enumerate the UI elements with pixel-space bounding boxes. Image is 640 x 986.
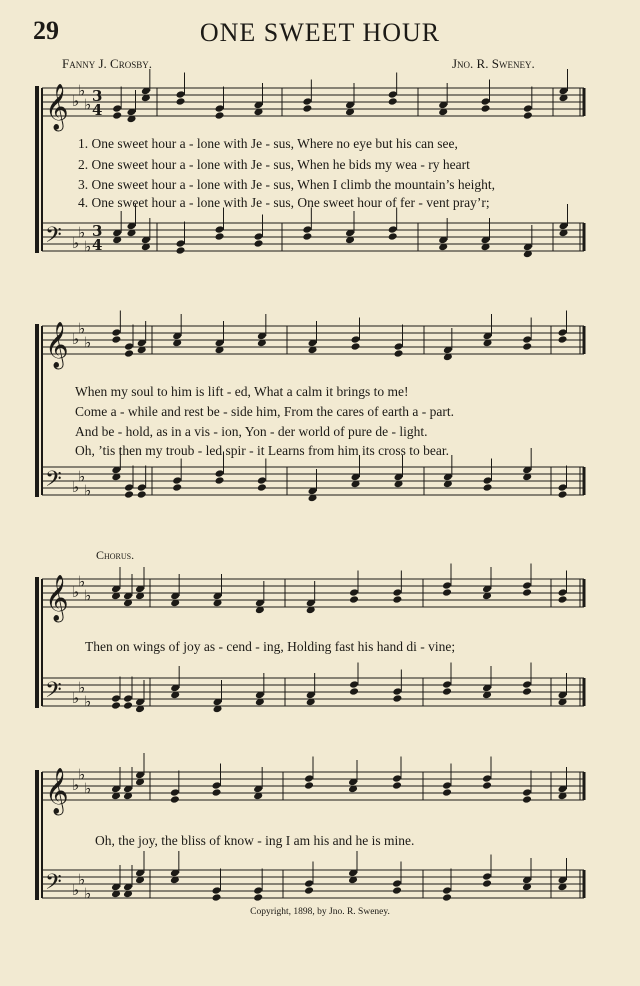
note-head: [394, 349, 404, 358]
system-bracket: [35, 86, 39, 253]
note-head: [482, 774, 492, 783]
note-head: [302, 232, 312, 241]
note-head: [257, 483, 267, 492]
chorus-label: Chorus.: [96, 548, 135, 562]
flat-icon: ♭: [84, 586, 92, 605]
note-head: [215, 476, 225, 485]
note-head: [123, 694, 133, 703]
flat-icon: ♭: [72, 689, 80, 707]
note-head: [111, 701, 121, 710]
note-head: [442, 781, 452, 790]
flat-icon: ♭: [78, 81, 86, 100]
note-head: [482, 781, 492, 790]
note-head: [388, 232, 398, 241]
flat-icon: ♭: [78, 223, 86, 242]
treble-clef-icon: 𝄞: [45, 575, 69, 621]
note-head: [304, 879, 314, 888]
note-head: [442, 680, 452, 689]
note-head: [349, 595, 359, 604]
note-head: [349, 680, 359, 689]
note-head: [481, 104, 491, 113]
flat-icon: ♭: [72, 776, 80, 794]
verse-line-4: 4. One sweet hour a - lone with Je - sus, One sweet hour of fer - vent pray’r;: [78, 195, 490, 210]
flat-icon: ♭: [78, 870, 86, 889]
flat-icon: ♭: [78, 319, 86, 338]
note-head: [482, 872, 492, 881]
note-head: [212, 788, 222, 797]
note-head: [522, 687, 532, 696]
note-head: [172, 483, 182, 492]
note-head: [392, 781, 402, 790]
note-head: [124, 349, 134, 358]
lyricist-credit: Fanny J. Crosby.: [62, 56, 152, 71]
note-head: [215, 232, 225, 241]
flat-icon: ♭: [78, 467, 86, 486]
flat-icon: ♭: [72, 234, 80, 252]
note-head: [442, 788, 452, 797]
note-head: [124, 483, 134, 492]
note-head: [522, 581, 532, 590]
copyright-notice: Copyright, 1898, by Jno. R. Sweney.: [250, 907, 390, 917]
note-head: [392, 879, 402, 888]
treble-time-signature: 4: [92, 101, 103, 119]
note-head: [254, 239, 264, 248]
note-head: [442, 687, 452, 696]
flat-icon: ♭: [72, 478, 80, 496]
flat-icon: ♭: [72, 881, 80, 899]
note-head: [522, 588, 532, 597]
flat-icon: ♭: [78, 765, 86, 784]
system-bracket: [35, 577, 39, 708]
note-head: [522, 795, 532, 804]
note-head: [137, 490, 147, 499]
note-head: [392, 774, 402, 783]
verse-line-1: 1. One sweet hour a - lone with Je - sus, Where no eye but his can see,: [78, 136, 458, 151]
note-head: [254, 232, 264, 241]
note-head: [170, 788, 180, 797]
treble-clef-icon: 𝄞: [45, 84, 69, 130]
bass-time-signature: 4: [92, 236, 103, 254]
note-head: [215, 104, 225, 113]
note-head: [302, 97, 312, 106]
note-head: [522, 335, 532, 344]
note-head: [388, 90, 398, 99]
flat-icon: ♭: [84, 692, 92, 711]
note-head: [523, 111, 533, 120]
note-head: [558, 483, 568, 492]
note-head: [351, 335, 361, 344]
note-head: [176, 239, 186, 248]
note-head: [392, 588, 402, 597]
bass-clef-icon: 𝄢: [45, 467, 62, 497]
note-head: [176, 246, 186, 255]
treble-time-signature: 3: [92, 87, 103, 105]
flat-icon: ♭: [72, 92, 80, 110]
note-head: [394, 342, 404, 351]
system2-lyric-3: And be - hold, as in a vis - ion, Yon - der world of pure de - light.: [75, 424, 428, 439]
system2-lyric-4: Oh, ’tis then my troub - led spir - it Learns from him its cross to bear.: [75, 443, 449, 458]
system2-lyric-2: Come a - while and rest be - side him, From the cares of earth a - part.: [75, 404, 454, 419]
note-head: [212, 893, 222, 902]
note-head: [304, 774, 314, 783]
bass-clef-icon: 𝄢: [45, 223, 62, 253]
flat-icon: ♭: [84, 333, 92, 352]
note-head: [558, 328, 568, 337]
note-head: [176, 90, 186, 99]
note-head: [522, 342, 532, 351]
note-head: [304, 886, 314, 895]
note-head: [302, 225, 312, 234]
note-head: [523, 104, 533, 113]
treble-clef-icon: 𝄞: [45, 322, 69, 368]
system-bracket: [35, 770, 39, 900]
flat-icon: ♭: [84, 779, 92, 798]
bass-clef-icon: 𝄢: [45, 678, 62, 708]
note-head: [170, 795, 180, 804]
note-head: [442, 588, 452, 597]
hymn-title: ONE SWEET HOUR: [199, 18, 441, 47]
note-head: [253, 886, 263, 895]
system-bracket: [35, 324, 39, 497]
note-head: [112, 111, 122, 120]
flat-icon: ♭: [84, 95, 92, 114]
note-head: [392, 886, 402, 895]
flat-icon: ♭: [84, 884, 92, 903]
note-head: [388, 225, 398, 234]
note-head: [483, 476, 493, 485]
flat-icon: ♭: [78, 572, 86, 591]
note-head: [483, 483, 493, 492]
note-head: [558, 335, 568, 344]
note-head: [112, 104, 122, 113]
verse-line-3: 3. One sweet hour a - lone with Je - sus, When I climb the mountain’s height,: [78, 177, 496, 192]
flat-icon: ♭: [84, 481, 92, 500]
flat-icon: ♭: [72, 583, 80, 601]
note-head: [392, 687, 402, 696]
note-head: [215, 111, 225, 120]
bass-time-signature: 3: [92, 222, 103, 240]
note-head: [482, 879, 492, 888]
note-head: [349, 687, 359, 696]
note-head: [442, 581, 452, 590]
verse-line-2: 2. One sweet hour a - lone with Je - sus, When he bids my wea - ry heart: [78, 157, 470, 172]
note-head: [392, 595, 402, 604]
note-head: [212, 886, 222, 895]
composer-credit: Jno. R. Sweney.: [452, 56, 535, 71]
note-head: [215, 469, 225, 478]
note-head: [392, 694, 402, 703]
note-head: [111, 694, 121, 703]
note-head: [558, 588, 568, 597]
note-head: [124, 490, 134, 499]
note-head: [172, 476, 182, 485]
note-head: [522, 788, 532, 797]
note-head: [304, 781, 314, 790]
note-head: [349, 588, 359, 597]
note-head: [215, 225, 225, 234]
note-head: [351, 342, 361, 351]
bass-clef-icon: 𝄢: [45, 870, 62, 900]
chorus-line-1: Then on wings of joy as - cend - ing, Holding fast his hand di - vine;: [85, 639, 456, 654]
note-head: [558, 595, 568, 604]
note-head: [124, 342, 134, 351]
note-head: [111, 328, 121, 337]
note-head: [257, 476, 267, 485]
note-head: [442, 886, 452, 895]
note-head: [111, 335, 121, 344]
note-head: [522, 680, 532, 689]
note-head: [442, 893, 452, 902]
note-head: [481, 97, 491, 106]
note-head: [123, 701, 133, 710]
note-head: [558, 490, 568, 499]
note-head: [302, 104, 312, 113]
page-number: 29: [33, 16, 59, 45]
flat-icon: ♭: [84, 237, 92, 256]
flat-icon: ♭: [72, 330, 80, 348]
note-head: [212, 781, 222, 790]
note-head: [137, 483, 147, 492]
chorus-line-2: Oh, the joy, the bliss of know - ing I am his and he is mine.: [95, 833, 415, 848]
system2-lyric-1: When my soul to him is lift - ed, What a calm it brings to me!: [75, 384, 409, 399]
note-head: [176, 97, 186, 106]
note-head: [253, 893, 263, 902]
treble-clef-icon: 𝄞: [45, 768, 69, 814]
flat-icon: ♭: [78, 678, 86, 697]
note-head: [388, 97, 398, 106]
